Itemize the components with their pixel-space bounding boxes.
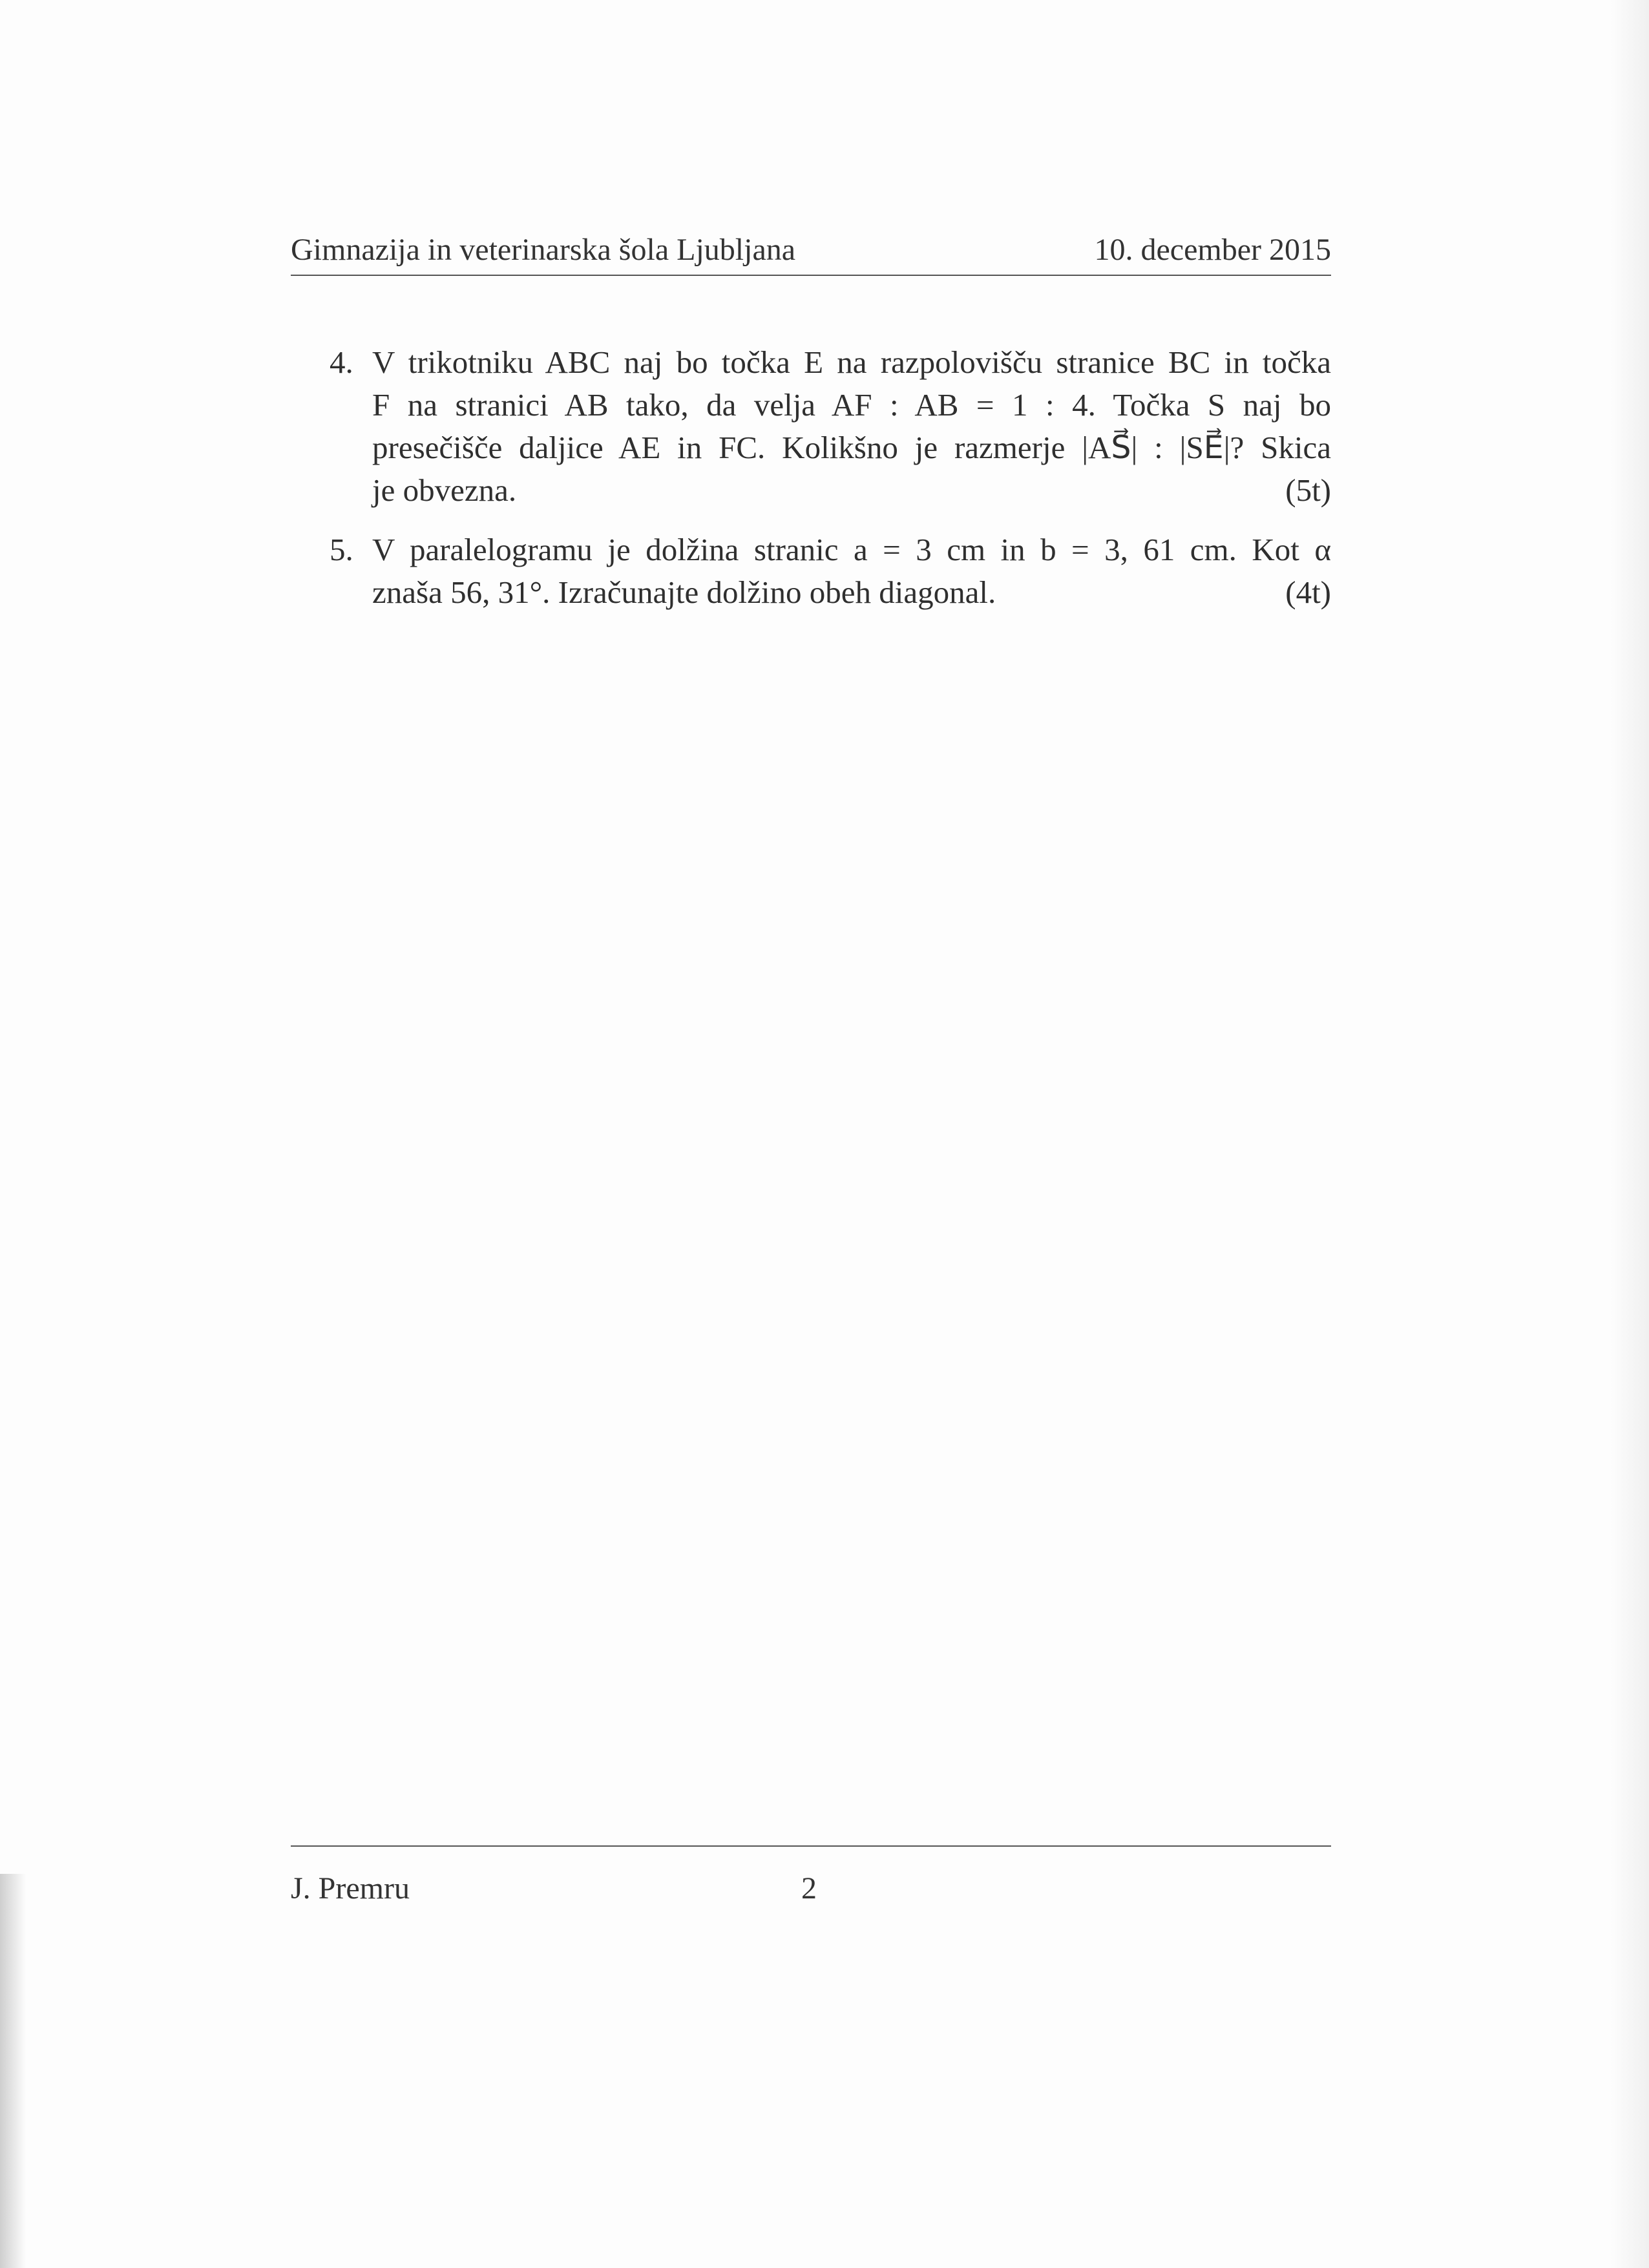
problem-line-text: je obvezna. xyxy=(372,472,517,508)
exam-date: 10. december 2015 xyxy=(1094,233,1331,267)
page-number: 2 xyxy=(801,1871,817,1906)
scan-edge-shadow-right xyxy=(1610,0,1649,2268)
problem-text xyxy=(372,341,1331,512)
scan-edge-shadow-left xyxy=(0,1874,26,2268)
problem-line-text: znaša 56, 31°. Izračunajte dolžino obeh diagonal. xyxy=(372,574,996,610)
problem-line: V trikotniku ABC naj bo točka E na razpolovišču stranice BC in točka xyxy=(372,344,1331,380)
school-name: Gimnazija in veterinarska šola Ljubljana xyxy=(291,233,796,267)
header-rule xyxy=(291,275,1331,276)
problem-points: (5t) xyxy=(1285,472,1331,508)
problem-line xyxy=(372,571,1331,614)
footer-rule xyxy=(291,1845,1331,1847)
problem-points: (4t) xyxy=(1285,574,1331,610)
problem-5 xyxy=(330,529,1331,619)
problem-line: presečišče daljice AE in FC. Kolikšno je razmerje |AS⃗| : |SE⃗|? Skica xyxy=(372,430,1331,465)
problem-line: F na stranici AB tako, da velja AF : AB = 1 : 4. Točka S naj bo xyxy=(372,387,1331,423)
problem-text xyxy=(372,529,1331,614)
problem-line: V paralelogramu je dolžina stranic a = 3 cm in b = 3, 61 cm. Kot α xyxy=(372,532,1331,567)
page-footer xyxy=(291,1866,1331,1911)
page-header xyxy=(291,227,1331,273)
problem-number: 4. xyxy=(330,344,353,380)
problem-4 xyxy=(330,341,1331,516)
problem-number: 5. xyxy=(330,532,353,567)
author-name: J. Premru xyxy=(291,1871,410,1906)
problem-line xyxy=(372,469,1331,512)
